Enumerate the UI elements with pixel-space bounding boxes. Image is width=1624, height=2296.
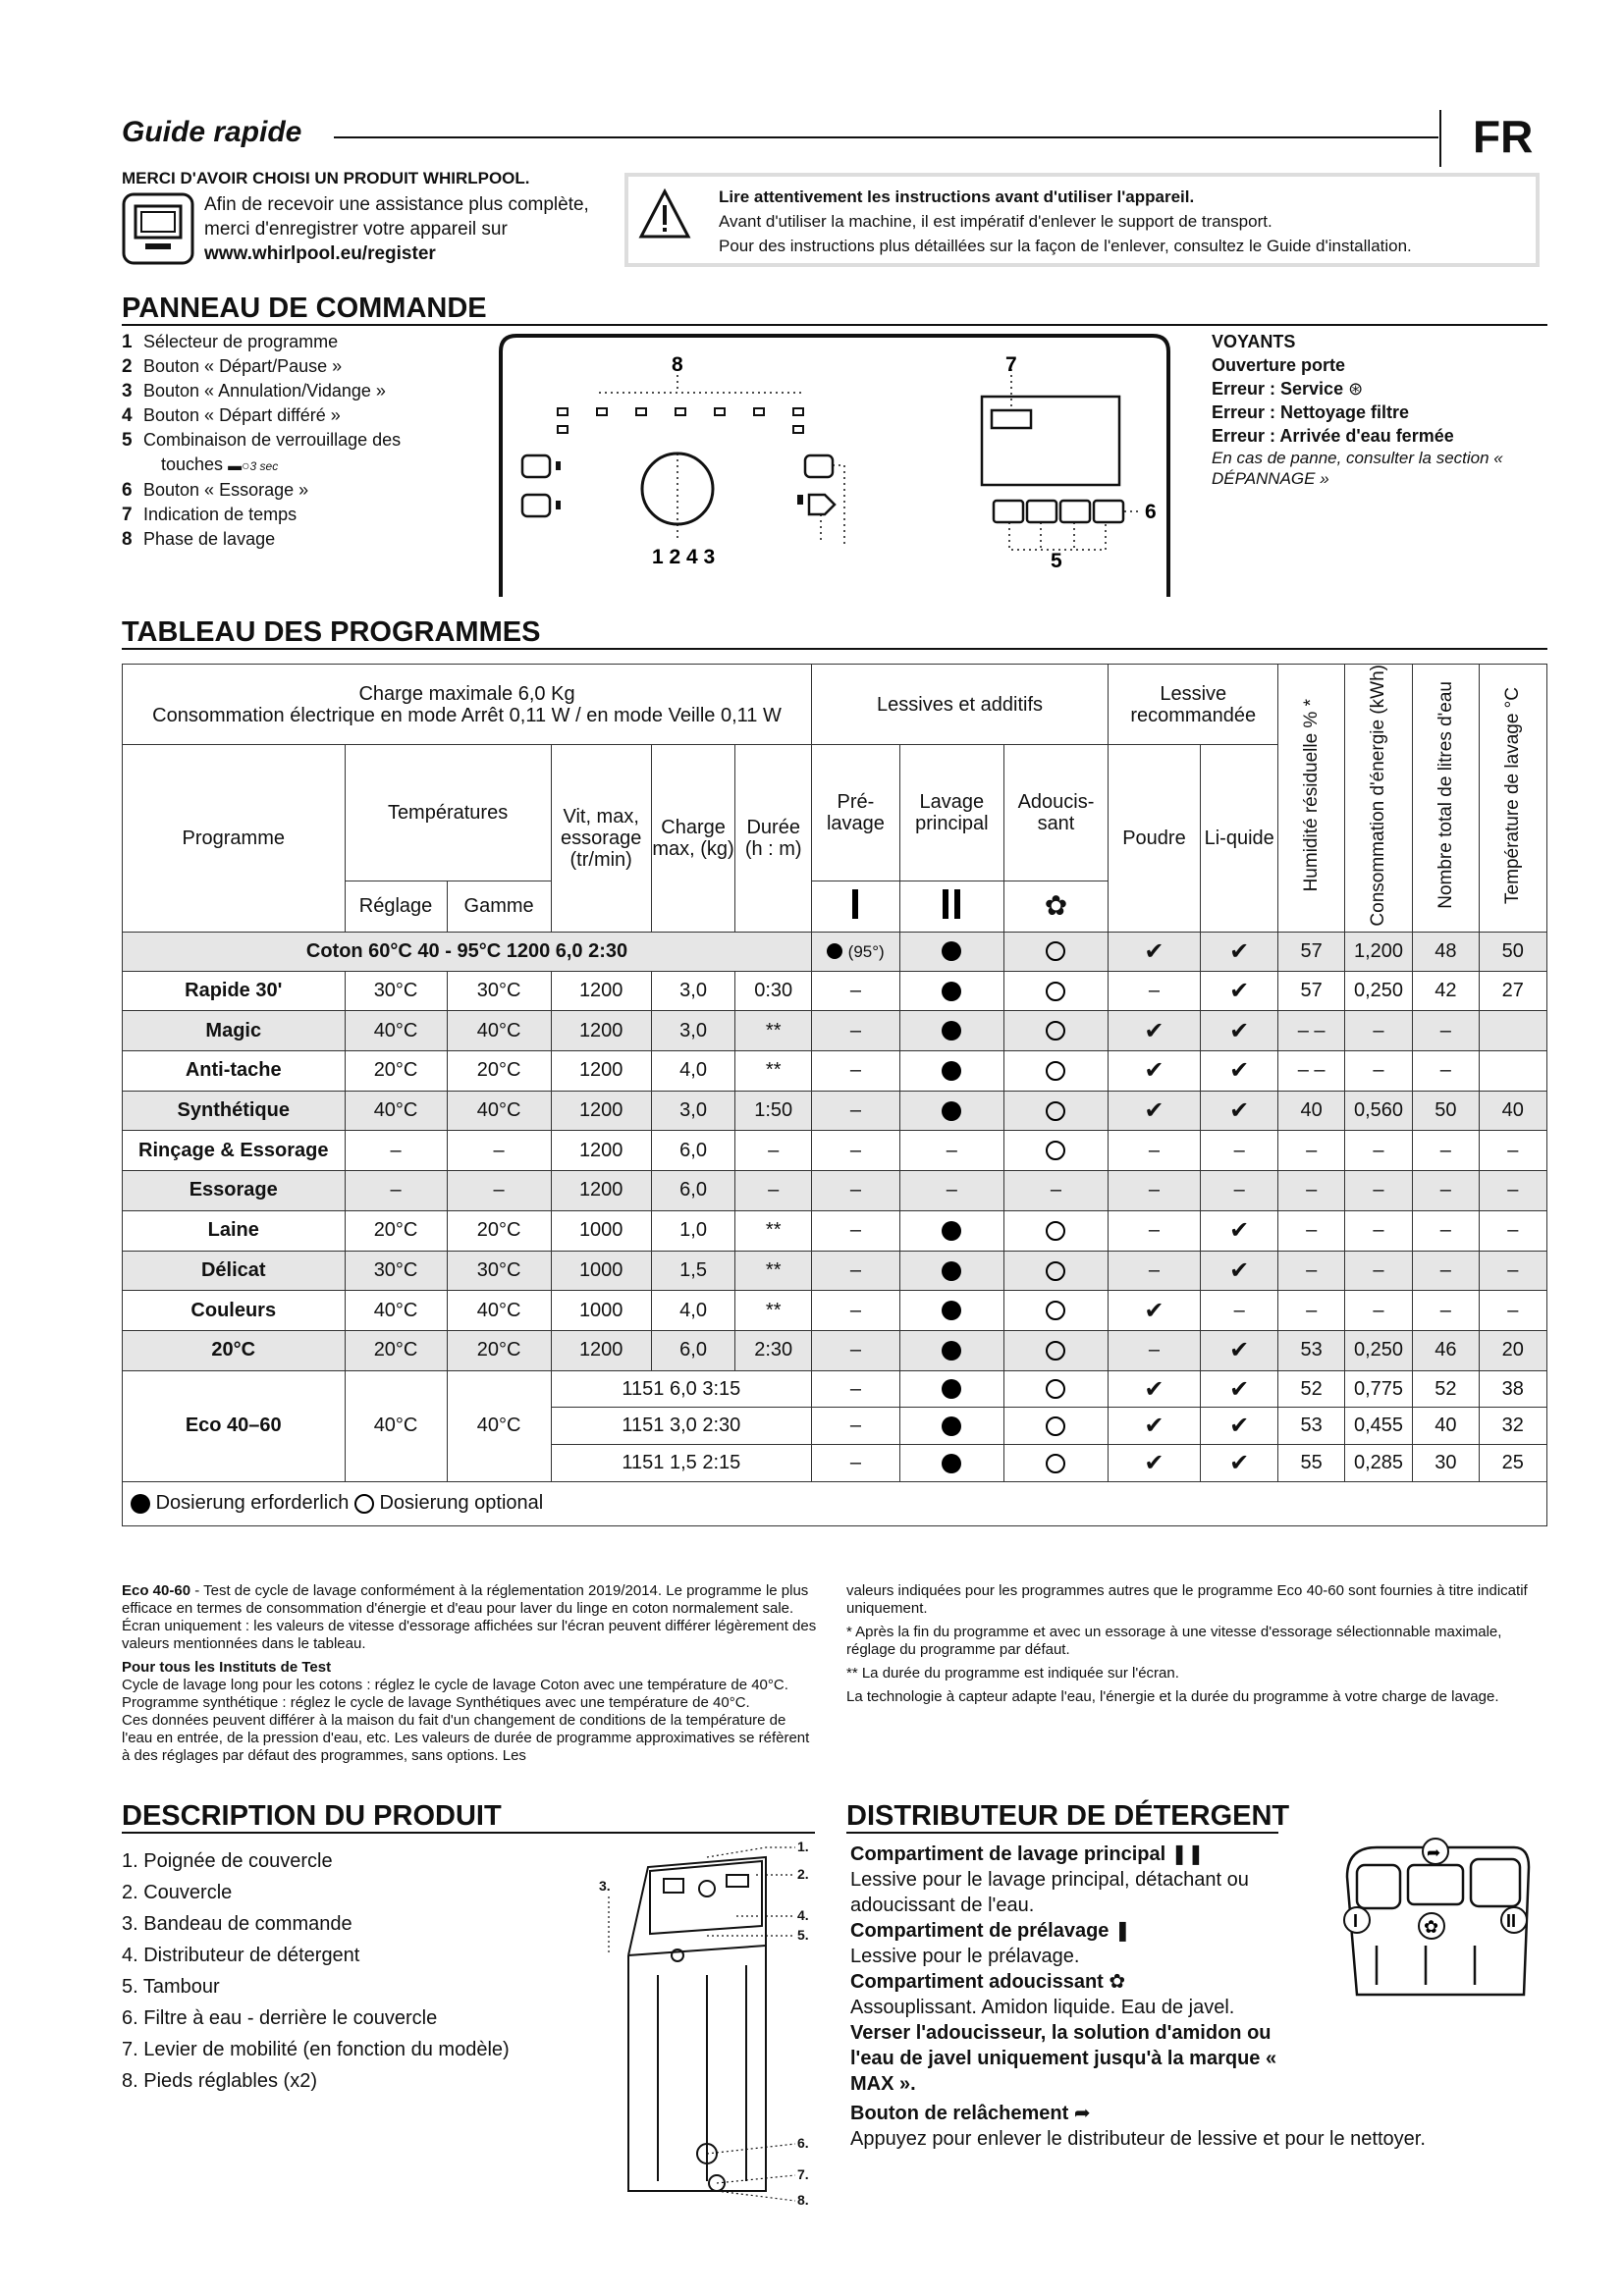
cell-poudre: ✔ xyxy=(1109,1050,1201,1091)
cell-t: – xyxy=(1479,1210,1547,1251)
cell-gam: 30°C xyxy=(447,971,551,1011)
warning-triangle-icon xyxy=(638,188,691,240)
table-row xyxy=(123,971,1547,1011)
softener-flower-icon: ✿ xyxy=(1003,881,1108,932)
cell-soft xyxy=(1003,1131,1108,1171)
cell-reg: 30°C xyxy=(345,971,447,1011)
dispenser-prewash-label: I xyxy=(1353,1911,1359,1931)
legend-required: Dosierung erforderlich xyxy=(155,1492,350,1515)
table-header-liquide: Li-quide xyxy=(1200,745,1278,933)
cell-poudre: – xyxy=(1109,1171,1201,1211)
cell-poudre: – xyxy=(1109,971,1201,1011)
voyants-title: VOYANTS xyxy=(1212,332,1296,351)
control-panel-rule xyxy=(122,324,1547,326)
list-item: 2 Bouton « Départ/Pause » xyxy=(122,356,343,377)
cell-t xyxy=(1479,1011,1547,1051)
callout-8: 8. xyxy=(797,2192,809,2208)
coton-softener xyxy=(1003,932,1108,971)
list-item: 8 Phase de lavage xyxy=(122,529,276,550)
table-header-temperatures: Températures xyxy=(345,745,551,881)
cell-pre: – xyxy=(812,1330,900,1370)
callout-3: 3. xyxy=(599,1878,611,1894)
cell-e: – xyxy=(1344,1050,1412,1091)
control-panel-diagram xyxy=(481,332,1188,597)
cell-ch: 1,0 xyxy=(651,1210,735,1251)
cell-e: – xyxy=(1344,1011,1412,1051)
cell-gam: – xyxy=(447,1171,551,1211)
cell-poudre: – xyxy=(1109,1210,1201,1251)
table-header-lessive-recommandee: Lessive recommandée xyxy=(1109,665,1278,745)
cell-e: 0,250 xyxy=(1344,1330,1412,1370)
register-url[interactable]: www.whirlpool.eu/register xyxy=(204,243,436,264)
programs-title: TABLEAU DES PROGRAMMES xyxy=(122,616,541,648)
cell-pre: – xyxy=(812,1291,900,1331)
table-header-vitesse: Vit, max, essorage (tr/min) xyxy=(551,745,651,933)
cell-gam: 40°C xyxy=(447,1091,551,1131)
cell-h: 53 xyxy=(1278,1330,1344,1370)
table-row-coton xyxy=(123,932,1547,971)
cell-pre: – xyxy=(812,1091,900,1131)
eco-vit-charge-duree: 1151 6,0 3:15 xyxy=(551,1370,811,1408)
cell-e: 0,560 xyxy=(1344,1091,1412,1131)
cell-ch: 3,0 xyxy=(651,1091,735,1131)
cell-liq: ✔ xyxy=(1200,1210,1278,1251)
control-panel-list xyxy=(122,330,446,552)
coton-litres: 48 xyxy=(1413,932,1479,971)
list-item: 4. Distributeur de détergent xyxy=(122,1945,360,1966)
warning-line-3: Pour des instructions plus détaillées sur la façon de l'enlever, consultez le Guide d'installation. xyxy=(719,237,1412,255)
cell-poudre: – xyxy=(1109,1131,1201,1171)
cell-liq: ✔ xyxy=(1200,1330,1278,1370)
cell-dur: – xyxy=(735,1171,812,1211)
cell-e: – xyxy=(1344,1251,1412,1291)
table-legend xyxy=(123,1481,1547,1525)
cell-soft xyxy=(1003,1050,1108,1091)
legend-optional: Dosierung optional xyxy=(379,1492,544,1515)
table-row-eco: 1151 3,0 2:30 – ✔ ✔ 53 0,455 40 32 xyxy=(123,1408,1547,1445)
cell-vit: 1200 xyxy=(551,1091,651,1131)
cell-soft: – xyxy=(1003,1171,1108,1211)
callout-6: 6. xyxy=(797,2135,809,2151)
detergent-dispenser-diagram xyxy=(1337,1838,1534,2004)
cell-t xyxy=(1479,1050,1547,1091)
callout-7: 7. xyxy=(797,2166,809,2182)
cell-ch: 3,0 xyxy=(651,1011,735,1051)
eco-vit-charge-duree: 1151 1,5 2:15 xyxy=(551,1445,811,1482)
prewash-icon: ❚ xyxy=(1113,1920,1131,1942)
cell-main xyxy=(899,1091,1003,1131)
cell-e: 0,250 xyxy=(1344,971,1412,1011)
cell-name: Synthétique xyxy=(123,1091,346,1131)
list-item: 5 Combinaison de verrouillage des xyxy=(122,430,402,451)
programs-table xyxy=(122,664,1547,1526)
callout-1: 1. xyxy=(797,1839,809,1854)
cell-vit: 1200 xyxy=(551,1330,651,1370)
cell-l: – xyxy=(1413,1171,1479,1211)
diagram-label-time: 7 xyxy=(1005,353,1017,376)
cell-dur: – xyxy=(735,1131,812,1171)
register-text xyxy=(204,192,597,266)
header-rule xyxy=(334,136,1438,138)
page-title: Guide rapide xyxy=(122,116,302,148)
cell-dur: 0:30 xyxy=(735,971,812,1011)
cell-name: Rinçage & Essorage xyxy=(123,1131,346,1171)
cell-h: – – xyxy=(1278,1050,1344,1091)
list-item: 6. Filtre à eau - derrière le couvercle xyxy=(122,2007,438,2029)
cell-t: – xyxy=(1479,1171,1547,1211)
cell-poudre: – xyxy=(1109,1330,1201,1370)
coton-prewash: (95°) xyxy=(812,932,900,971)
cell-vit: 1000 xyxy=(551,1251,651,1291)
cell-name: Magic xyxy=(123,1011,346,1051)
cell-l: – xyxy=(1413,1210,1479,1251)
cell-reg: 40°C xyxy=(345,1011,447,1051)
cell-reg: 20°C xyxy=(345,1210,447,1251)
eco-vit-charge-duree: 1151 3,0 2:30 xyxy=(551,1408,811,1445)
computer-register-icon xyxy=(122,192,194,265)
table-row-eco: Eco 40–60 40°C 40°C 1151 6,0 3:15 – ✔ ✔ 52 0,775 52 38 xyxy=(123,1370,1547,1408)
table-header-charge: Charge maximale 6,0 Kg Consommation électrique en mode Arrêt 0,11 W / en mode Veille 0,11 W xyxy=(123,665,812,745)
voyant-line: Erreur : Arrivée d'eau fermée xyxy=(1212,426,1454,446)
cell-vit: 1200 xyxy=(551,971,651,1011)
cell-l: – xyxy=(1413,1131,1479,1171)
cell-t: 40 xyxy=(1479,1091,1547,1131)
table-row-eco: 1151 1,5 2:15 – ✔ ✔ 55 0,285 30 25 xyxy=(123,1445,1547,1482)
description-list xyxy=(122,1845,510,2097)
cell-h: 40 xyxy=(1278,1091,1344,1131)
cell-main xyxy=(899,1011,1003,1051)
cell-vit: 1200 xyxy=(551,1011,651,1051)
control-panel-title: PANNEAU DE COMMANDE xyxy=(122,293,487,324)
cell-e: – xyxy=(1344,1210,1412,1251)
header-vertical-rule xyxy=(1439,110,1441,167)
cell-h: – xyxy=(1278,1210,1344,1251)
cell-main: – xyxy=(899,1171,1003,1211)
cell-t: – xyxy=(1479,1291,1547,1331)
diagram-label-spin: 6 xyxy=(1145,501,1157,523)
cell-t: 20 xyxy=(1479,1330,1547,1370)
cell-soft xyxy=(1003,1330,1108,1370)
cell-liq: ✔ xyxy=(1200,1251,1278,1291)
cell-gam: 40°C xyxy=(447,1011,551,1051)
cell-gam: 20°C xyxy=(447,1210,551,1251)
cell-gam: 30°C xyxy=(447,1251,551,1291)
eco-gamme: 40°C xyxy=(447,1370,551,1481)
dispenser-main-label: II xyxy=(1506,1911,1517,1931)
cell-dur: ** xyxy=(735,1210,812,1251)
main-wash-icon xyxy=(899,881,1003,932)
cell-ch: 6,0 xyxy=(651,1330,735,1370)
cell-liq: ✔ xyxy=(1200,971,1278,1011)
cell-soft xyxy=(1003,1291,1108,1331)
detergent-text: Compartiment de lavage principal ❚❚ Lessive pour le lavage principal, détachant ou adoucissant de l'eau. Compartiment de prélavage ❚ Lessive pour le prélavage. Compartiment adoucissant ✿ Assouplissant. Amidon liquide. Eau de javel. Verser l'adoucisseur, la solution d'amidon ou l'eau de javel uniquement jusqu'à la marque « MAX ». Bouton de relâchement ➦ Appuyez pour enlever le distributeur de lessive et pour le nettoyer. xyxy=(850,1843,1426,2150)
cell-dur: 2:30 xyxy=(735,1330,812,1370)
cell-soft xyxy=(1003,1210,1108,1251)
cell-gam: – xyxy=(447,1131,551,1171)
cell-h: – xyxy=(1278,1131,1344,1171)
diagram-label-delay: 5 xyxy=(1051,550,1062,572)
cell-h: – xyxy=(1278,1291,1344,1331)
washing-machine-diagram xyxy=(589,1828,825,2211)
table-row xyxy=(123,1330,1547,1370)
cell-dur: ** xyxy=(735,1291,812,1331)
table-header-gamme: Gamme xyxy=(447,881,551,932)
cell-poudre: ✔ xyxy=(1109,1011,1201,1051)
cell-e: – xyxy=(1344,1171,1412,1211)
list-item: 1. Poignée de couvercle xyxy=(122,1850,333,1872)
programs-rule xyxy=(122,648,1547,650)
program-coton: Coton 60°C 40 - 95°C 1200 6,0 2:30 xyxy=(123,932,812,971)
list-item: 2. Couvercle xyxy=(122,1882,233,1903)
cell-l: – xyxy=(1413,1251,1479,1291)
table-header-energie: Consommation d'énergie (kWh) xyxy=(1344,665,1412,933)
program-eco: Eco 40–60 xyxy=(123,1370,346,1481)
cell-reg: 40°C xyxy=(345,1091,447,1131)
list-item: 4 Bouton « Départ différé » xyxy=(122,405,341,426)
diagram-label-selector: 1 2 4 3 xyxy=(652,546,716,568)
cell-reg: – xyxy=(345,1131,447,1171)
cell-dur: ** xyxy=(735,1011,812,1051)
cell-ch: 4,0 xyxy=(651,1050,735,1091)
cell-poudre: ✔ xyxy=(1109,1291,1201,1331)
cell-reg: – xyxy=(345,1171,447,1211)
cell-l: 42 xyxy=(1413,971,1479,1011)
cell-main xyxy=(899,1050,1003,1091)
main-wash-icon: ❚❚ xyxy=(1170,1843,1205,1865)
cell-liq: ✔ xyxy=(1200,1011,1278,1051)
cell-name: Délicat xyxy=(123,1251,346,1291)
eco-prewash: – xyxy=(812,1445,900,1482)
cell-name: Couleurs xyxy=(123,1291,346,1331)
callout-5: 5. xyxy=(797,1927,809,1943)
notes-right: valeurs indiquées pour les programmes autres que le programme Eco 40-60 sont fournies à titre indicatif uniquement. * Après la fin du programme et avec un essorage à une vitesse d'essorage sélectionnable maximale, réglage du programme par défaut. ** La durée du programme est indiquée sur l'écran. La technologie à capteur adapte l'eau, l'énergie et la durée du programme à votre charge de lavage. xyxy=(846,1582,1528,1705)
table-row xyxy=(123,1251,1547,1291)
eco-prewash: – xyxy=(812,1370,900,1408)
cell-main xyxy=(899,1210,1003,1251)
table-header-poudre: Poudre xyxy=(1109,745,1201,933)
cell-t: 27 xyxy=(1479,971,1547,1011)
cell-liq: ✔ xyxy=(1200,1091,1278,1131)
cell-reg: 30°C xyxy=(345,1251,447,1291)
detergent-title: DISTRIBUTEUR DE DÉTERGENT xyxy=(846,1800,1290,1832)
list-item: 7. Levier de mobilité (en fonction du modèle) xyxy=(122,2039,510,2060)
list-item: 7 Indication de temps xyxy=(122,505,298,525)
cell-reg: 40°C xyxy=(345,1291,447,1331)
warning-text xyxy=(719,185,1534,258)
cell-vit: 1200 xyxy=(551,1171,651,1211)
table-row xyxy=(123,1011,1547,1051)
lock-key-icon: ▬○ xyxy=(228,457,250,473)
dispenser-softener-icon: ✿ xyxy=(1424,1917,1439,1938)
cell-dur: ** xyxy=(735,1251,812,1291)
release-arrow-icon: ➦ xyxy=(1073,2103,1091,2124)
voyant-line: Erreur : Service xyxy=(1212,379,1344,399)
warning-line-2: Avant d'utiliser la machine, il est impératif d'enlever le support de transport. xyxy=(719,212,1272,231)
description-title: DESCRIPTION DU PRODUIT xyxy=(122,1800,502,1832)
list-item-continuation: touches ▬○3 sec xyxy=(161,454,279,474)
prewash-icon xyxy=(812,881,900,932)
table-header-programme: Programme xyxy=(123,745,346,933)
table-row xyxy=(123,1131,1547,1171)
cell-h: 57 xyxy=(1278,971,1344,1011)
cell-l: – xyxy=(1413,1050,1479,1091)
cell-name: Laine xyxy=(123,1210,346,1251)
eco-reglage: 40°C xyxy=(345,1370,447,1481)
cell-gam: 40°C xyxy=(447,1291,551,1331)
table-header-adoucissant: Adoucis-sant xyxy=(1003,745,1108,881)
cell-pre: – xyxy=(812,1131,900,1171)
voyant-line: Ouverture porte xyxy=(1212,355,1346,375)
cell-l: 50 xyxy=(1413,1091,1479,1131)
cell-pre: – xyxy=(812,1171,900,1211)
table-row xyxy=(123,1050,1547,1091)
cell-e: – xyxy=(1344,1131,1412,1171)
cell-name: 20°C xyxy=(123,1330,346,1370)
cell-liq: – xyxy=(1200,1171,1278,1211)
cell-soft xyxy=(1003,1091,1108,1131)
coton-humidite: 57 xyxy=(1278,932,1344,971)
cell-pre: – xyxy=(812,1210,900,1251)
cell-vit: 1200 xyxy=(551,1131,651,1171)
cell-pre: – xyxy=(812,1251,900,1291)
softener-flower-icon: ✿ xyxy=(1109,1971,1126,1993)
cell-name: Essorage xyxy=(123,1171,346,1211)
cell-vit: 1000 xyxy=(551,1210,651,1251)
cell-dur: 1:50 xyxy=(735,1091,812,1131)
cell-liq: ✔ xyxy=(1200,1050,1278,1091)
register-description: Afin de recevoir une assistance plus complète, merci d'enregistrer votre appareil sur xyxy=(204,194,589,240)
cell-dur: ** xyxy=(735,1050,812,1091)
table-header-temp-lavage: Température de lavage °C xyxy=(1479,665,1547,933)
cell-h: – xyxy=(1278,1171,1344,1211)
cell-e: – xyxy=(1344,1291,1412,1331)
cell-main xyxy=(899,971,1003,1011)
dot-required-icon xyxy=(131,1494,150,1514)
ring-optional-icon xyxy=(354,1494,374,1514)
table-header-humidite: Humidité résiduelle % * xyxy=(1278,665,1344,933)
cell-pre: – xyxy=(812,1050,900,1091)
table-header-lessives: Lessives et additifs xyxy=(812,665,1109,745)
table-header-charge-max: Charge max, (kg) xyxy=(651,745,735,933)
table-header-reglage: Réglage xyxy=(345,881,447,932)
table-row xyxy=(123,1291,1547,1331)
coton-temp: 50 xyxy=(1479,932,1547,971)
list-item: 8. Pieds réglables (x2) xyxy=(122,2070,317,2092)
cell-liq: – xyxy=(1200,1131,1278,1171)
cell-l: 46 xyxy=(1413,1330,1479,1370)
cell-vit: 1000 xyxy=(551,1291,651,1331)
cell-gam: 20°C xyxy=(447,1330,551,1370)
diagram-label-phase: 8 xyxy=(672,353,683,376)
cell-l: – xyxy=(1413,1291,1479,1331)
callout-2: 2. xyxy=(797,1866,809,1882)
coton-poudre: ✔ xyxy=(1109,932,1201,971)
cell-soft xyxy=(1003,1251,1108,1291)
coton-liquide: ✔ xyxy=(1200,932,1278,971)
table-header-litres: Nombre total de litres d'eau xyxy=(1413,665,1479,933)
coton-main xyxy=(899,932,1003,971)
cell-ch: 6,0 xyxy=(651,1171,735,1211)
table-header-lavage-principal: Lavage principal xyxy=(899,745,1003,881)
cell-ch: 4,0 xyxy=(651,1291,735,1331)
cell-soft xyxy=(1003,1011,1108,1051)
detergent-rule xyxy=(846,1832,1278,1834)
cell-reg: 20°C xyxy=(345,1050,447,1091)
table-row xyxy=(123,1171,1547,1211)
service-icon: ⊛ xyxy=(1348,379,1364,399)
cell-t: – xyxy=(1479,1251,1547,1291)
notes-left: Eco 40-60 - Test de cycle de lavage conformément à la réglementation 2019/2014. Le programme le plus efficace en termes de consommation d'énergie et d'eau pour laver du linge en coton normalement sale. Écran uniquement : les valeurs de vitesse d'essorage affichées sur l'écran peuvent différer légèrement des valeurs mentionnées dans le tableau. Pour tous les Instituts de Test Cycle de lavage long pour les cotons : réglez le cycle de lavage Coton avec une température de 40°C. Programme synthétique : réglez le cycle de lavage Synthétiques avec une température de 40°C. Ces données peuvent différer à la maison du fait d'un changement de conditions de la température de l'eau en entrée, de la pression d'eau, etc. Les valeurs de durée de programme approximatives se réfèrent à des réglages par défaut des programmes, sans options. Les xyxy=(122,1582,817,1764)
list-item: 1 Sélecteur de programme xyxy=(122,332,339,352)
table-header-prelavage: Pré-lavage xyxy=(812,745,900,881)
indicator-lights-legend xyxy=(1212,330,1526,489)
cell-poudre: ✔ xyxy=(1109,1091,1201,1131)
cell-liq: – xyxy=(1200,1291,1278,1331)
list-item: 6 Bouton « Essorage » xyxy=(122,480,309,501)
cell-main xyxy=(899,1251,1003,1291)
coton-energie: 1,200 xyxy=(1344,932,1412,971)
cell-h: – – xyxy=(1278,1011,1344,1051)
cell-ch: 1,5 xyxy=(651,1251,735,1291)
cell-name: Anti-tache xyxy=(123,1050,346,1091)
dispenser-release-icon: ➦ xyxy=(1427,1843,1441,1863)
voyants-note: En cas de panne, consulter la section « DÉPANNAGE » xyxy=(1212,449,1503,488)
cell-gam: 20°C xyxy=(447,1050,551,1091)
cell-soft xyxy=(1003,971,1108,1011)
voyant-line: Erreur : Nettoyage filtre xyxy=(1212,402,1410,422)
cell-reg: 20°C xyxy=(345,1330,447,1370)
cell-name: Rapide 30' xyxy=(123,971,346,1011)
cell-pre: – xyxy=(812,971,900,1011)
list-item: 3 Bouton « Annulation/Vidange » xyxy=(122,381,386,401)
cell-vit: 1200 xyxy=(551,1050,651,1091)
eco-prewash: – xyxy=(812,1408,900,1445)
thanks-heading: MERCI D'AVOIR CHOISI UN PRODUIT WHIRLPOOL. xyxy=(122,169,530,187)
table-row xyxy=(123,1210,1547,1251)
cell-t: – xyxy=(1479,1131,1547,1171)
cell-main: – xyxy=(899,1131,1003,1171)
cell-pre: – xyxy=(812,1011,900,1051)
warning-bold-line: Lire attentivement les instructions avant d'utiliser l'appareil. xyxy=(719,187,1195,206)
list-item: 3. Bandeau de commande xyxy=(122,1913,352,1935)
table-row xyxy=(123,1091,1547,1131)
language-code: FR xyxy=(1473,111,1534,162)
cell-main xyxy=(899,1291,1003,1331)
cell-ch: 3,0 xyxy=(651,971,735,1011)
cell-h: – xyxy=(1278,1251,1344,1291)
cell-poudre: – xyxy=(1109,1251,1201,1291)
table-header-duree: Durée (h : m) xyxy=(735,745,812,933)
cell-ch: 6,0 xyxy=(651,1131,735,1171)
list-item: 5. Tambour xyxy=(122,1976,220,1998)
cell-main xyxy=(899,1330,1003,1370)
cell-l: – xyxy=(1413,1011,1479,1051)
callout-4: 4. xyxy=(797,1907,809,1923)
